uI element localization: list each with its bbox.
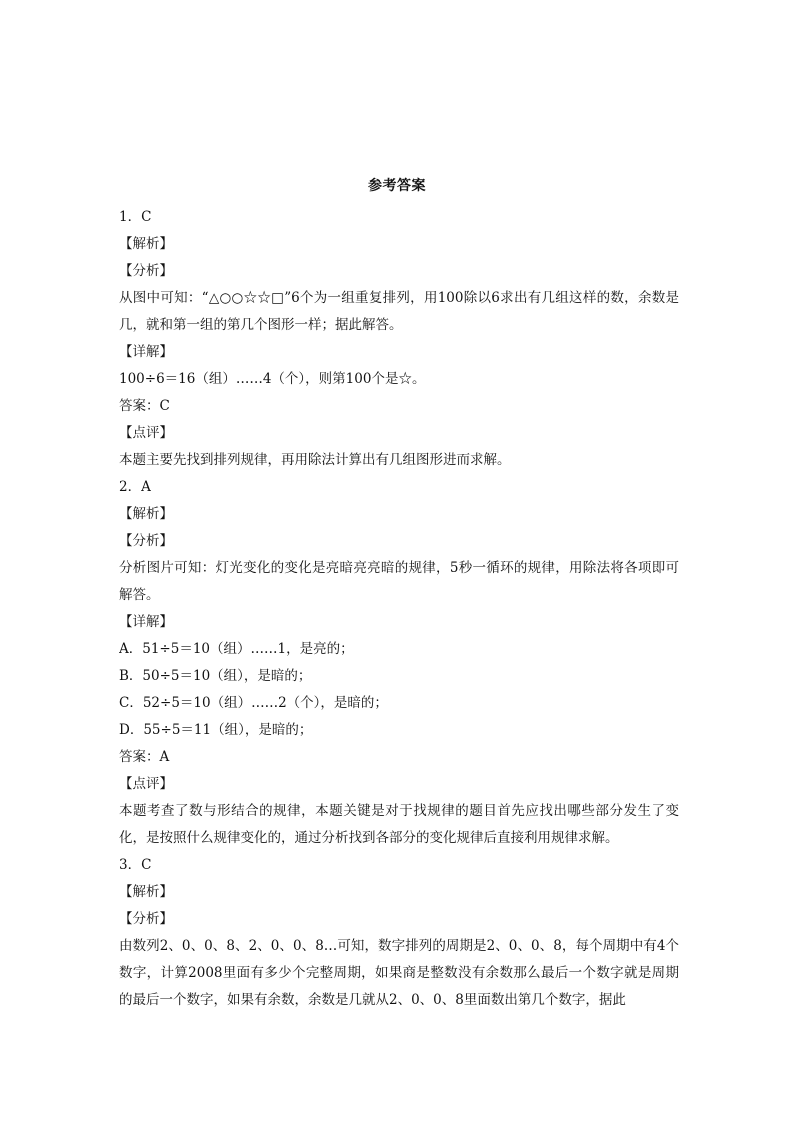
q1-number: 1．C: [119, 209, 152, 225]
q1-analysis: 从图中可知：“△○○☆☆□”6个为一组重复排列，用100除以6求出有几组这样的数，余数是几，就和第一组的第几个图形一样；据此解答。: [119, 290, 679, 333]
q3-jiexi-heading: 【解析】: [119, 884, 173, 900]
q2-option-d: D．55÷5＝11（组），是暗的；: [119, 722, 313, 738]
q1-calculation: 100÷6＝16（组）……4（个），则第100个是☆。: [119, 371, 426, 387]
q2-number: 2．A: [119, 479, 151, 495]
q2-option-b: B．50÷5＝10（组），是暗的；: [119, 668, 312, 684]
page-title: 参考答案: [368, 178, 426, 194]
q2-analysis: 分析图片可知：灯光变化的变化是亮暗亮亮暗的规律，5秒一循环的规律，用除法将各项即可解答。: [119, 560, 679, 603]
q3-number: 3．C: [119, 857, 152, 873]
q1-dianping-heading: 【点评】: [119, 425, 173, 441]
q2-xiangjie-heading: 【详解】: [119, 614, 173, 630]
q1-jiexi-heading: 【解析】: [119, 236, 173, 252]
q3-fenxi-heading: 【分析】: [119, 911, 173, 927]
q1-answer: 答案：C: [119, 398, 170, 414]
q1-xiangjie-heading: 【详解】: [119, 344, 173, 360]
q2-option-c: C．52÷5＝10（组）……2（个），是暗的；: [119, 695, 388, 711]
q3-analysis: 由数列2、0、0、8、2、0、0、8…可知，数字排列的周期是2、0、0、8，每个周期中有4个数字，计算2008里面有多少个完整周期，如果商是整数没有余数那么最后一个数字就是周期的最后一个数字，如果有余数，余数是几就从2、0、0、8里面数出第几个数字，据此: [119, 938, 679, 1008]
q2-answer: 答案：A: [119, 749, 170, 765]
q2-dianping-heading: 【点评】: [119, 776, 173, 792]
q2-fenxi-heading: 【分析】: [119, 533, 173, 549]
q1-fenxi-heading: 【分析】: [119, 263, 173, 279]
answer-content: [119, 204, 679, 1014]
q2-comment: 本题考查了数与形结合的规律，本题关键是对于找规律的题目首先应找出哪些部分发生了变化，是按照什么规律变化的，通过分析找到各部分的变化规律后直接利用规律求解。: [119, 803, 679, 846]
q2-option-a: A．51÷5＝10（组）……1，是亮的；: [119, 641, 354, 657]
q1-comment: 本题主要先找到排列规律，再用除法计算出有几组图形进而求解。: [119, 452, 511, 468]
q2-jiexi-heading: 【解析】: [119, 506, 173, 522]
